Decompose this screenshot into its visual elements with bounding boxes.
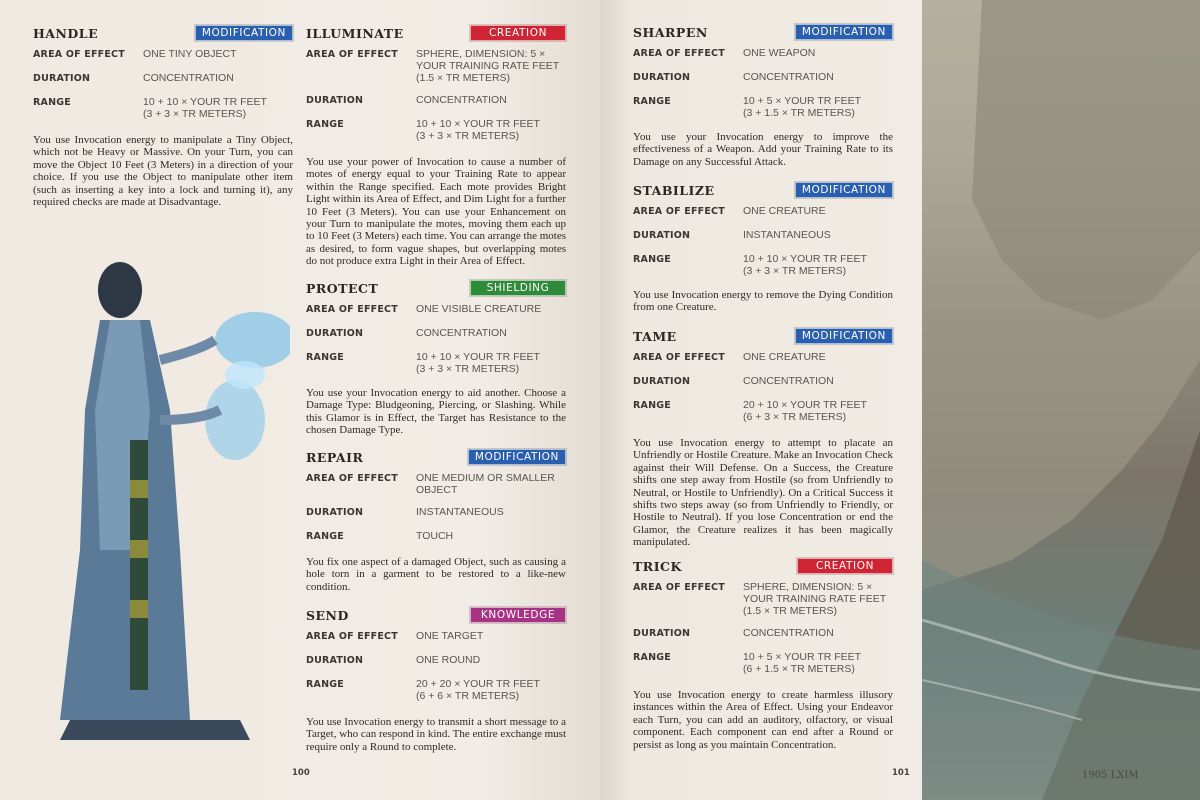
area-label: AREA OF EFFECT	[633, 48, 725, 59]
range-label: RANGE	[306, 119, 344, 130]
duration-value: INSTANTANEOUS	[416, 506, 504, 518]
page-number-right: 101	[892, 768, 910, 778]
spell-description: You use your power of Invocation to cause a number of motes of energy equal to your Training Rate to appear within the Range specified. Each mote provides Bright Light within its Area of Effect, and Dim Light for a further 10 Feet (3 Meters). You can use your Enhancement on your Turn to manipulate the motes, moving them each up to 10 Feet (3 Meters) each time. You can arrange the motes as desired, to form vague shapes, but overlapping motes do not produce extra Light in their Area of Effect.	[306, 156, 566, 268]
duration-label: DURATION	[633, 376, 691, 387]
duration-value: CONCENTRATION	[416, 94, 507, 106]
invoker-figure-illustration	[40, 250, 290, 770]
area-label: AREA OF EFFECT	[633, 582, 725, 593]
spell-title: STABILIZE	[633, 182, 715, 198]
area-value: ONE VISIBLE CREATURE	[416, 303, 542, 315]
range-label: RANGE	[633, 254, 671, 265]
duration-label: DURATION	[633, 230, 691, 241]
school-badge: CREATION	[797, 558, 893, 574]
area-value: SPHERE, DIMENSION: 5 × YOUR TRAINING RATE FEET (1.5 × TR METERS)	[416, 48, 560, 84]
spell-title: TAME	[633, 328, 677, 344]
duration-label: DURATION	[633, 72, 691, 83]
school-badge: MODIFICATION	[468, 449, 566, 465]
spell-description: You use Invocation energy to manipulate a Tiny Object, which not be Heavy or Massive. On your Turn, you can move the Object 10 Feet (3 Meters) in a direction of your choice. If you use the Object to manipulate other item (such as inserting a key into a lock and turning it), any required checks are made at Disadvantage.	[33, 134, 293, 209]
spell-title: HANDLE	[33, 25, 99, 41]
spell-description: You use your Invocation energy to improve the effectiveness of a Weapon. Add your Training Rate to its Damage on any Successful Attack.	[633, 131, 893, 168]
page-number-left: 100	[292, 768, 310, 778]
area-label: AREA OF EFFECT	[633, 352, 725, 363]
spell-description: You use Invocation energy to create harmless illusory instances within the Area of Effect. Using your Endeavor each Turn, you can add an auditory, olfactory, or visual component. Each component can end after a Round or persist as long as you maintain Concentration.	[633, 689, 893, 751]
duration-value: ONE ROUND	[416, 654, 481, 666]
duration-label: DURATION	[306, 655, 364, 666]
spell-description: You use your Invocation energy to aid another. Choose a Damage Type: Bludgeoning, Piercing, or Slashing. While this Glamor is in Effect, the Target has Resistance to the chosen Damage Type.	[306, 387, 566, 437]
area-label: AREA OF EFFECT	[306, 473, 398, 484]
duration-label: DURATION	[306, 328, 364, 339]
duration-label: DURATION	[306, 507, 364, 518]
school-badge: CREATION	[470, 25, 566, 41]
spell-stabilize	[633, 181, 893, 314]
duration-value: INSTANTANEOUS	[743, 229, 831, 241]
school-badge: SHIELDING	[470, 280, 566, 296]
school-badge: MODIFICATION	[795, 182, 893, 198]
spell-description: You use Invocation energy to remove the Dying Condition from one Creature.	[633, 289, 893, 314]
spell-title: SEND	[306, 607, 349, 623]
spell-trick	[633, 557, 893, 751]
duration-value: CONCENTRATION	[143, 72, 234, 84]
spell-handle	[33, 24, 293, 208]
area-label: AREA OF EFFECT	[633, 206, 725, 217]
spell-protect	[306, 279, 566, 437]
school-badge: MODIFICATION	[795, 24, 893, 40]
area-value: ONE MEDIUM OR SMALLER OBJECT	[416, 472, 555, 496]
spell-send	[306, 606, 566, 753]
spell-repair	[306, 448, 566, 593]
range-value: 10 + 5 × YOUR TR FEET (3 + 1.5 × TR METERS)	[743, 95, 862, 119]
range-value: 10 + 10 × YOUR TR FEET (3 + 3 × TR METERS)	[416, 118, 540, 142]
spell-title: ILLUMINATE	[306, 25, 404, 41]
area-value: ONE TARGET	[416, 630, 484, 642]
range-value: 10 + 10 × YOUR TR FEET (3 + 3 × TR METERS)	[743, 253, 867, 277]
range-label: RANGE	[306, 679, 344, 690]
range-value: 20 + 20 × YOUR TR FEET (6 + 6 × TR METERS)	[416, 678, 540, 702]
range-value: 10 + 5 × YOUR TR FEET (6 + 1.5 × TR METERS)	[743, 651, 862, 675]
area-value: SPHERE, DIMENSION: 5 × YOUR TRAINING RATE FEET (1.5 × TR METERS)	[743, 581, 887, 617]
duration-value: CONCENTRATION	[416, 327, 507, 339]
school-badge: MODIFICATION	[195, 25, 293, 41]
spell-title: TRICK	[633, 558, 682, 574]
spell-title: SHARPEN	[633, 24, 708, 40]
school-badge: KNOWLEDGE	[470, 607, 566, 623]
spell-tame	[633, 327, 893, 549]
area-value: ONE WEAPON	[743, 47, 816, 59]
area-label: AREA OF EFFECT	[306, 49, 398, 60]
cliff-seascape-painting	[922, 0, 1200, 800]
range-label: RANGE	[633, 652, 671, 663]
spell-title: PROTECT	[306, 280, 379, 296]
duration-label: DURATION	[633, 628, 691, 639]
duration-label: DURATION	[33, 73, 91, 84]
range-label: RANGE	[33, 97, 71, 108]
area-label: AREA OF EFFECT	[306, 631, 398, 642]
spell-description: You fix one aspect of a damaged Object, such as causing a hole torn in a garment to be restored to a like-new condition.	[306, 556, 566, 593]
range-label: RANGE	[633, 400, 671, 411]
spell-sharpen	[633, 23, 893, 168]
area-value: ONE TINY OBJECT	[143, 48, 237, 60]
range-value: 20 + 10 × YOUR TR FEET (6 + 3 × TR METERS)	[743, 399, 867, 423]
cliff-illustration	[922, 0, 1200, 800]
range-label: RANGE	[306, 531, 344, 542]
range-value: TOUCH	[416, 530, 454, 542]
area-value: ONE CREATURE	[743, 205, 826, 217]
duration-value: CONCENTRATION	[743, 375, 834, 387]
duration-label: DURATION	[306, 95, 364, 106]
spell-title: REPAIR	[306, 449, 364, 465]
painting-signature: 1905 LXIM	[1082, 770, 1139, 781]
spell-illuminate	[306, 24, 566, 268]
area-label: AREA OF EFFECT	[33, 49, 125, 60]
area-label: AREA OF EFFECT	[306, 304, 398, 315]
duration-value: CONCENTRATION	[743, 71, 834, 83]
range-label: RANGE	[633, 96, 671, 107]
spell-description: You use Invocation energy to transmit a short message to a Target, who can respond in kind. The entire exchange must require only a Round to complete.	[306, 716, 566, 753]
duration-value: CONCENTRATION	[743, 627, 834, 639]
range-value: 10 + 10 × YOUR TR FEET (3 + 3 × TR METERS)	[416, 351, 540, 375]
area-value: ONE CREATURE	[743, 351, 826, 363]
spell-description: You use Invocation energy to attempt to placate an Unfriendly or Hostile Creature. Make an Invocation Check against their Will Defense. On a Success, the Creature shifts one step away from Hostile (so from Unfriendly to Neutral, or Hostile to Unfriendly). On a Critical Success it shifts two steps away (so from Unfriendly to Friendly, or Hostile to Neutral). If you lose Concentration or end the Glamor, the Creature realizes it has been magically manipulated.	[633, 437, 893, 549]
range-label: RANGE	[306, 352, 344, 363]
range-value: 10 + 10 × YOUR TR FEET (3 + 3 × TR METERS)	[143, 96, 267, 120]
school-badge: MODIFICATION	[795, 328, 893, 344]
